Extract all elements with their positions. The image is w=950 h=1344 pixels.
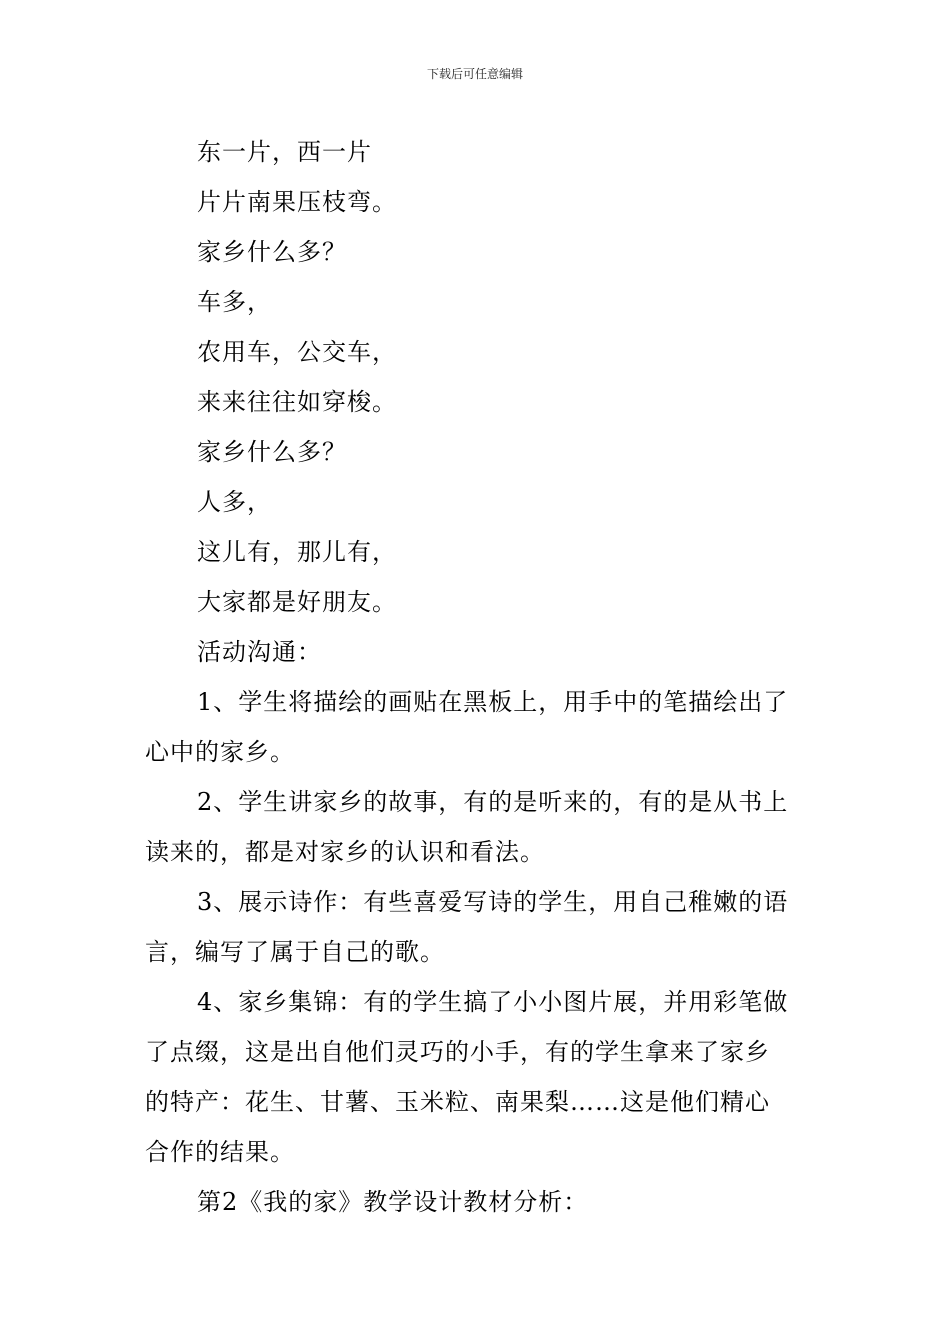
section-title: 第2《我的家》教学设计教材分析：	[197, 1188, 589, 1216]
poem-line: 东一片，西一片	[197, 138, 372, 166]
paragraph-line: 了点缀，这是出自他们灵巧的小手，有的学生拿来了家乡	[145, 1038, 770, 1066]
paragraph-line: 的特产：花生、甘薯、玉米粒、南果梨……这是他们精心	[145, 1088, 770, 1116]
section-heading: 活动沟通：	[197, 638, 322, 666]
poem-line: 农用车，公交车，	[197, 338, 397, 366]
poem-line: 来来往往如穿梭。	[197, 388, 397, 416]
poem-line: 家乡什么多？	[197, 238, 347, 266]
page-header-note: 下载后可任意编辑	[426, 67, 523, 81]
paragraph-line: 1、学生将描绘的画贴在黑板上，用手中的笔描绘出了	[197, 688, 789, 716]
paragraph-line: 4、家乡集锦：有的学生搞了小小图片展，并用彩笔做	[197, 988, 789, 1016]
paragraph-line: 合作的结果。	[145, 1138, 295, 1166]
paragraph-line: 3、展示诗作：有些喜爱写诗的学生，用自己稚嫩的语	[197, 888, 789, 916]
poem-line: 片片南果压枝弯。	[197, 188, 397, 216]
poem-line: 车多，	[197, 288, 272, 316]
paragraph-line: 读来的，都是对家乡的认识和看法。	[145, 838, 545, 866]
paragraph-line: 心中的家乡。	[145, 738, 295, 766]
paragraph-line: 2、学生讲家乡的故事，有的是听来的，有的是从书上	[197, 788, 789, 816]
document-body	[145, 127, 810, 1227]
poem-line: 大家都是好朋友。	[197, 588, 397, 616]
poem-line: 这儿有，那儿有，	[197, 538, 397, 566]
poem-line: 家乡什么多？	[197, 438, 347, 466]
paragraph-line: 言，编写了属于自己的歌。	[145, 938, 445, 966]
poem-line: 人多，	[197, 488, 272, 516]
